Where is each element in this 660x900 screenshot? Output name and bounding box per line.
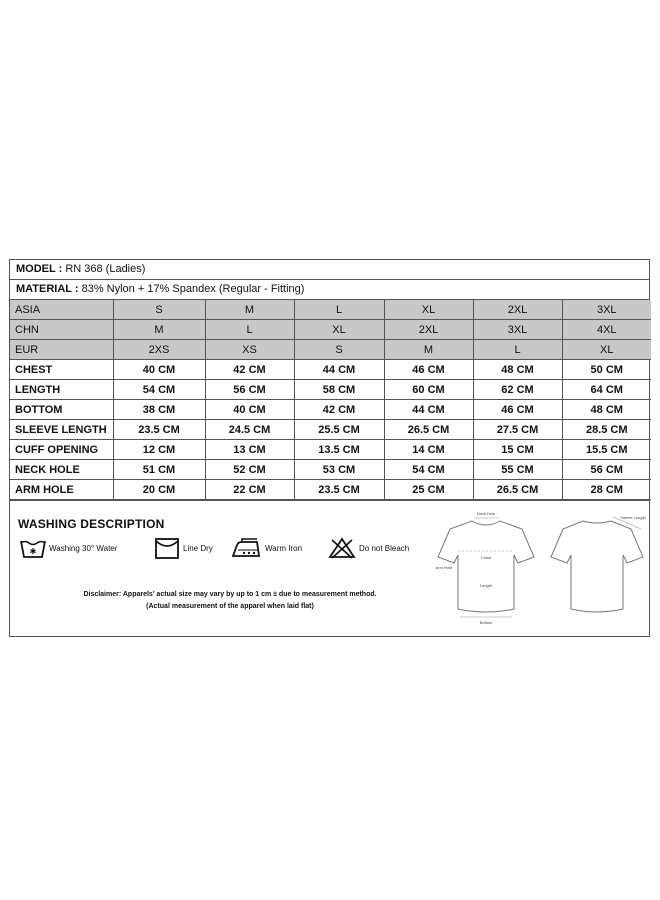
table-cell: 15 CM (473, 440, 562, 460)
table-cell: 23.5 CM (294, 480, 384, 500)
table-cell: 28 CM (562, 480, 651, 500)
table-cell: 26.5 CM (384, 420, 473, 440)
material-row (10, 280, 649, 300)
table-cell: 23.5 CM (113, 420, 205, 440)
table-cell: 56 CM (562, 460, 651, 480)
row-label: ARM HOLE (10, 480, 113, 500)
disclaimer-line-1: Disclaimer: Apparels' actual size may vary by up to 1 cm ± due to measurement method. (83, 591, 377, 598)
washing-title: WASHING DESCRIPTION (18, 517, 165, 531)
table-cell: 24.5 CM (205, 420, 294, 440)
table-cell: 38 CM (113, 400, 205, 420)
table-cell: 56 CM (205, 380, 294, 400)
table-cell: 26.5 CM (473, 480, 562, 500)
model-label: MODEL : (16, 263, 63, 275)
table-cell: 46 CM (384, 360, 473, 380)
table-cell: 54 CM (113, 380, 205, 400)
svg-text:✱: ✱ (29, 547, 37, 556)
material-label: MATERIAL : (16, 283, 79, 295)
front-label: Chest (480, 555, 492, 560)
row-label: CUFF OPENING (10, 440, 113, 460)
do-not-bleach-icon (328, 537, 356, 559)
table-cell: M (205, 300, 294, 320)
table-cell: 42 CM (205, 360, 294, 380)
warm-iron-icon (230, 537, 262, 559)
table-cell: 20 CM (113, 480, 205, 500)
table-row (10, 460, 651, 480)
row-label: ASIA (10, 300, 113, 320)
table-cell: 28.5 CM (562, 420, 651, 440)
table-cell: 48 CM (473, 360, 562, 380)
row-label: BOTTOM (10, 400, 113, 420)
table-cell: 25.5 CM (294, 420, 384, 440)
table-row (10, 360, 651, 380)
table-cell: 27.5 CM (473, 420, 562, 440)
table-cell: 3XL (473, 320, 562, 340)
table-cell: 3XL (562, 300, 651, 320)
table-cell: 53 CM (294, 460, 384, 480)
material-value: 83% Nylon + 17% Spandex (Regular - Fitting) (81, 283, 305, 295)
row-label: NECK HOLE (10, 460, 113, 480)
table-cell: XL (384, 300, 473, 320)
table-cell: 12 CM (113, 440, 205, 460)
line-dry-icon (154, 537, 180, 559)
table-row (10, 400, 651, 420)
table-row (10, 420, 651, 440)
wash-30-icon (20, 537, 46, 559)
table-cell: L (473, 340, 562, 360)
table-cell: XL (294, 320, 384, 340)
disclaimer-line-2: (Actual measurement of the apparel when laid flat) (146, 603, 314, 610)
tshirt-front-diagram (430, 507, 542, 625)
table-cell: 50 CM (562, 360, 651, 380)
table-cell: 51 CM (113, 460, 205, 480)
table-row (10, 300, 651, 320)
tshirt-back-diagram (545, 507, 649, 625)
table-cell: 13.5 CM (294, 440, 384, 460)
table-cell: 13 CM (205, 440, 294, 460)
disclaimer (10, 589, 450, 613)
table-cell: 44 CM (294, 360, 384, 380)
table-cell: 46 CM (473, 400, 562, 420)
front-label: Bottom (479, 620, 493, 625)
table-cell: S (294, 340, 384, 360)
table-cell: M (113, 320, 205, 340)
table-cell: 14 CM (384, 440, 473, 460)
table-cell: 22 CM (205, 480, 294, 500)
table-cell: M (384, 340, 473, 360)
table-cell: 60 CM (384, 380, 473, 400)
care-label: Warm Iron (265, 543, 303, 553)
care-label: Do not Bleach (359, 543, 410, 553)
table-cell: S (113, 300, 205, 320)
care-line-dry (154, 537, 213, 559)
table-cell: 54 CM (384, 460, 473, 480)
table-cell: 48 CM (562, 400, 651, 420)
table-cell: XS (205, 340, 294, 360)
row-label: EUR (10, 340, 113, 360)
table-row (10, 320, 651, 340)
table-cell: 40 CM (205, 400, 294, 420)
table-cell: 25 CM (384, 480, 473, 500)
size-table (10, 300, 651, 500)
table-cell: 42 CM (294, 400, 384, 420)
table-cell: 2XL (384, 320, 473, 340)
care-wash-30 (20, 537, 117, 559)
row-label: CHEST (10, 360, 113, 380)
table-cell: 55 CM (473, 460, 562, 480)
table-cell: 40 CM (113, 360, 205, 380)
table-cell: 62 CM (473, 380, 562, 400)
table-cell: XL (562, 340, 651, 360)
table-cell: 44 CM (384, 400, 473, 420)
row-label: SLEEVE LENGTH (10, 420, 113, 440)
row-label: CHN (10, 320, 113, 340)
table-cell: 64 CM (562, 380, 651, 400)
table-row (10, 380, 651, 400)
care-warm-iron (230, 537, 302, 559)
size-chart-sheet (9, 259, 650, 637)
table-cell: L (294, 300, 384, 320)
care-label: Line Dry (183, 543, 213, 553)
model-row (10, 260, 649, 280)
back-label: Sleeve Length (620, 515, 646, 520)
table-cell: 58 CM (294, 380, 384, 400)
table-row (10, 440, 651, 460)
table-cell: 4XL (562, 320, 651, 340)
table-row (10, 340, 651, 360)
table-cell: 15.5 CM (562, 440, 651, 460)
table-row (10, 480, 651, 500)
table-cell: L (205, 320, 294, 340)
front-label: Arm Hole (435, 565, 453, 570)
front-label: Length (479, 583, 493, 588)
care-do-not-bleach (328, 537, 409, 559)
care-label: Washing 30° Water (49, 543, 118, 553)
table-cell: 2XL (473, 300, 562, 320)
model-value: RN 368 (Ladies) (65, 263, 146, 275)
washing-section (10, 500, 649, 630)
table-cell: 52 CM (205, 460, 294, 480)
front-label: Neck Hole (476, 511, 496, 516)
table-cell: 2XS (113, 340, 205, 360)
row-label: LENGTH (10, 380, 113, 400)
